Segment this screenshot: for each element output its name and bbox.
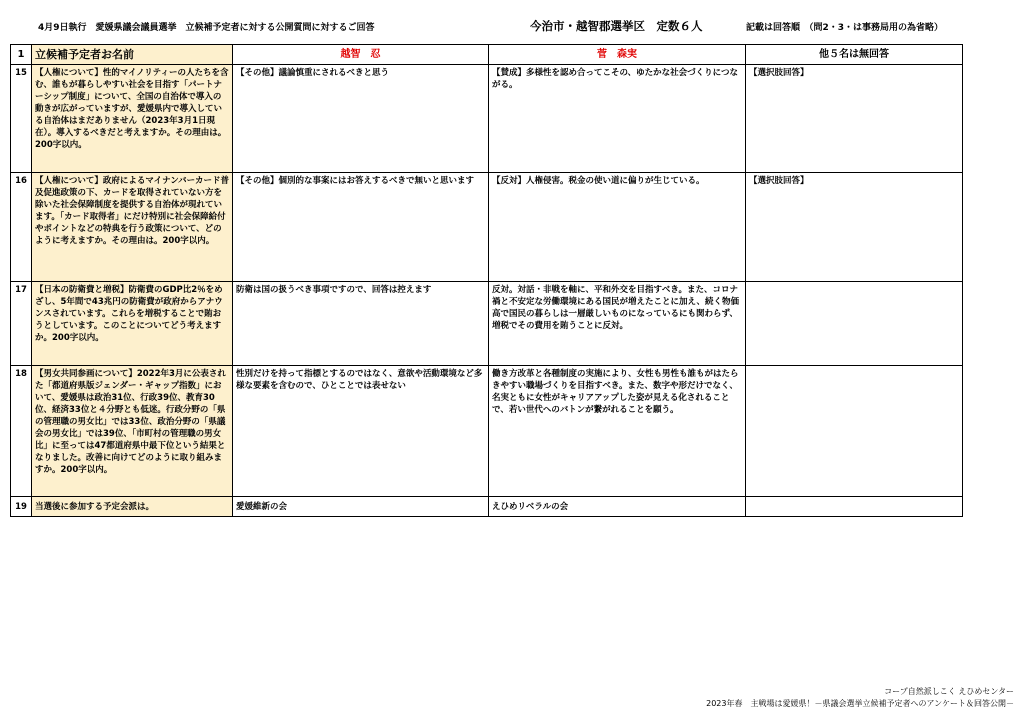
answers-table [10, 44, 963, 517]
answer-cell-2: 【賛成】多様性を認め合ってこその、ゆたかな社会づくりにつながる。 [489, 65, 746, 173]
answer-cell-1: 防衛は国の扱うべき事項ですので、回答は控えます [233, 282, 489, 366]
row-number: 17 [11, 282, 32, 366]
answer-cell-1: 【その他】個別的な事案にはお答えするべきで無いと思います [233, 173, 489, 282]
answer-cell-3: 【選択肢回答】 [746, 65, 963, 173]
row-number: 18 [11, 366, 32, 497]
answer-cell-3 [746, 497, 963, 517]
table-header-row [11, 45, 963, 65]
question-cell: 当選後に参加する予定会派は。 [32, 497, 233, 517]
candidate-others-header: 他５名は無回答 [746, 45, 963, 65]
footer-caption: 2023年春 主戦場は愛媛県！－県議会選挙立候補予定者へのアンケート＆回答公開－ [706, 699, 1014, 708]
table-row [11, 173, 963, 282]
table-row [11, 497, 963, 517]
row-number: 1 [11, 45, 32, 65]
answer-order-note: 記載は回答順 （問2・3・は事務局用の為省略） [746, 23, 944, 33]
question-cell: 【人権について】性的マイノリティーの人たちを含む、誰もが暮らしやすい社会を目指す「パートナーシップ制度」について、全国の自治体で導入の動きが広がっていますが、愛媛県内で導入している自治体はまだありません（2023年3月1日現在）。導入するべきだと考えますか。その理由は。200字以内。 [32, 65, 233, 173]
answer-cell-1: 性別だけを持って指標とするのではなく、意欲や活動環境など多様な要素を含むので、ひとことでは表せない [233, 366, 489, 497]
table-row [11, 65, 963, 173]
answer-cell-2: えひめリベラルの会 [489, 497, 746, 517]
table-row [11, 366, 963, 497]
question-header: 立候補予定者お名前 [32, 45, 233, 65]
candidate-2-name: 菅 森実 [489, 45, 746, 65]
row-number: 15 [11, 65, 32, 173]
answer-cell-2: 【反対】人権侵害。税金の使い道に偏りが生じている。 [489, 173, 746, 282]
question-cell: 【男女共同参画について】2022年3月に公表された「都道府県版ジェンダー・ギャップ指数」において、愛媛県は政治31位、行政39位、教育30位、経済33位と４分野とも低迷。行政分野の「県の管理職の男女比」では33位、政治分野の「県議会の男女比」では39位、「市町村の管理職の男女比」に至っては47都道府県中最下位という結果となりました。改善に向けてどのように取り組みますか。200字以内。 [32, 366, 233, 497]
answer-cell-3 [746, 366, 963, 497]
answer-cell-2: 働き方改革と各種制度の実施により、女性も男性も誰もがはたらきやすい職場づくりを目指すべき。また、数字や形だけでなく、名実ともに女性がキャリアアップした姿が見える化されることで、若い世代へのバトンが繋がれることを願う。 [489, 366, 746, 497]
district-title: 今治市・越智郡選挙区 定数６人 [530, 19, 703, 33]
answer-cell-3 [746, 282, 963, 366]
footer-organization: コープ自然派しこく えひめセンター [884, 687, 1014, 696]
question-cell: 【日本の防衛費と増税】防衛費のGDP比2％をめざし、5年間で43兆円の防衛費が政府からアナウンスされています。これらを増税することで賄おうとしています。このことについてどう考えますか。200字以内。 [32, 282, 233, 366]
candidate-1-name: 越智 忍 [233, 45, 489, 65]
table-row [11, 282, 963, 366]
answer-cell-1: 【その他】議論慎重にされるべきと思う [233, 65, 489, 173]
answer-cell-3: 【選択肢回答】 [746, 173, 963, 282]
document-title: 4月9日執行 愛媛県議会議員選挙 立候補予定者に対する公開質問に対するご回答 [38, 23, 375, 33]
row-number: 16 [11, 173, 32, 282]
question-cell: 【人権について】政府によるマイナンバーカード普及促進政策の下、カードを取得されていない方を除いた社会保障制度を提供する自治体が現れています。「カード取得者」にだけ特別に社会保障給付やポイントなどの特典を行う政策について、どのように考えますか。その理由は。200字以内。 [32, 173, 233, 282]
row-number: 19 [11, 497, 32, 517]
answer-cell-1: 愛媛維新の会 [233, 497, 489, 517]
answer-cell-2: 反対。対話・非戦を軸に、平和外交を目指すべき。また、コロナ禍と不安定な労働環境にある国民が増えたことに加え、続く物価高で国民の暮らしは一層厳しいものになっているにも関わらず、増税でその費用を賄うことに反対。 [489, 282, 746, 366]
